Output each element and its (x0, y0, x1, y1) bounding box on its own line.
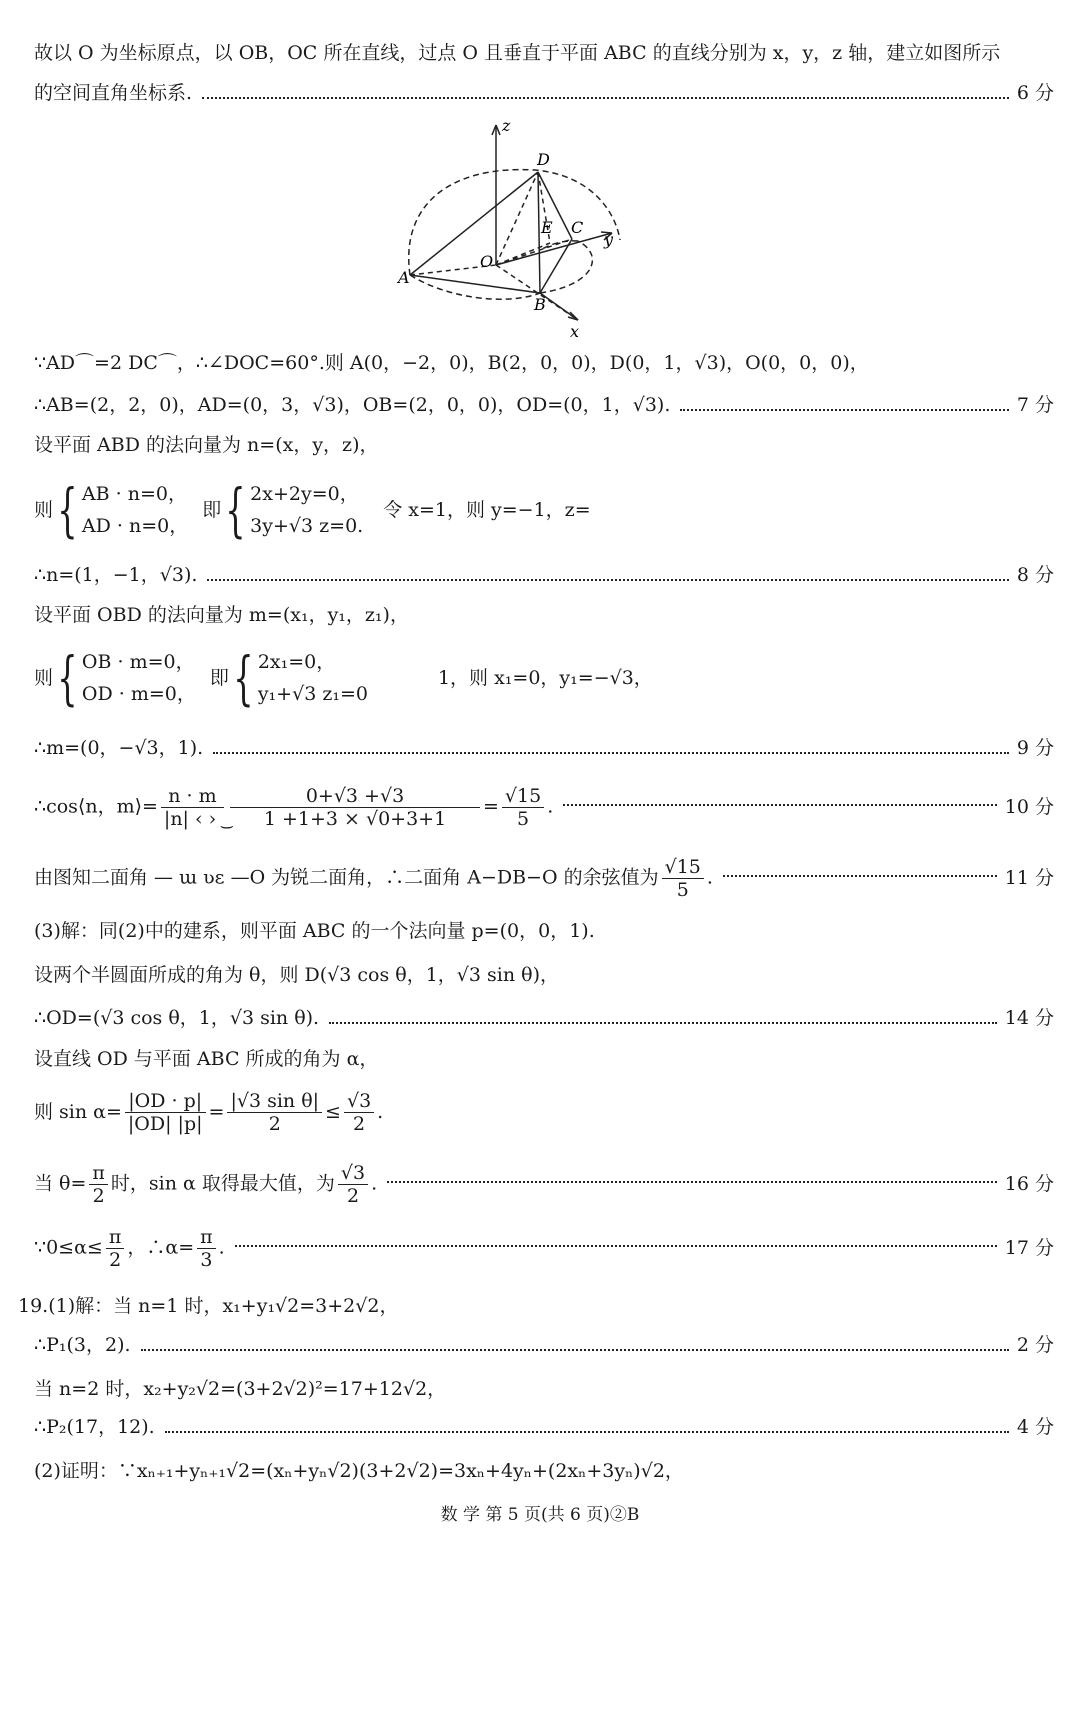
line-coordinate-system: 的空间直角坐标系. 6 分 (34, 82, 1054, 104)
score-11: 11 分 (1004, 867, 1054, 889)
label-a: A (398, 268, 410, 287)
score-10: 10 分 (1004, 796, 1054, 818)
label-d: D (537, 150, 550, 169)
line-od-vector: ∴OD=(√3 cos θ，1，√3 sin θ). 14 分 (34, 1007, 1054, 1029)
label-e: E (541, 218, 553, 237)
label-c: C (571, 218, 584, 237)
score-17: 17 分 (1004, 1237, 1054, 1259)
score-6: 6 分 (1016, 82, 1054, 104)
line-p2: ∴P₂(17，12). 4 分 (34, 1416, 1054, 1438)
page-footer: 数 学 第 5 页(共 6 页)②B (440, 1505, 640, 1525)
line-system-obd: 则 { OB · m=0， OD · m=0， 即 { 2x₁=0， y₁+√3 z₁=0 1，则 x₁=0，y₁=−√3， (34, 644, 653, 712)
line-m-result: ∴m=(0，−√3，1). 9 分 (34, 737, 1054, 759)
line-part3: (3)解：同(2)中的建系，则平面 ABC 的一个法向量 p=(0，0，1). (34, 920, 595, 942)
line-n-result: ∴n=(1，−1，√3). 8 分 (34, 564, 1054, 586)
score-9: 9 分 (1016, 737, 1054, 759)
line-max: 当 θ= $\frac{\pi}{2}$ 时，sin α 取得最大值，为 $\frac{√3}{2}$ . 16 分 (34, 1161, 1054, 1207)
label-x: x (570, 322, 580, 340)
line-p1: ∴P₁(3，2). 2 分 (34, 1334, 1054, 1356)
line-normal-abd: 设平面 ABD 的法向量为 n=(x，y，z)， (34, 434, 379, 456)
line-alpha-result: ∵0≤α≤ $\frac{\pi}{2}$ ，∴α= $\frac{\pi}{3}$ . 17 分 (34, 1225, 1054, 1271)
label-y: y (604, 230, 614, 249)
score-8: 8 分 (1016, 564, 1054, 586)
line-normal-obd: 设平面 OBD 的法向量为 m=(x₁，y₁，z₁)， (34, 604, 409, 626)
line-sin-alpha: 则 sin α= $\frac{|OD \cdot p|}{|OD| |p|}$ = $\frac{\text{|√3 sin θ|}}{2}$ ≤ $\frac{√3}{2}$ . (34, 1089, 384, 1135)
score-14: 14 分 (1004, 1007, 1054, 1029)
geometry-figure (390, 115, 650, 340)
score-16: 16 分 (1004, 1173, 1054, 1195)
line-n2: 当 n=2 时，x₂+y₂√2=(3+2√2)²=17+12√2， (34, 1378, 447, 1400)
line-system-abd: 则 { AB · n=0， AD · n=0， 即 { 2x+2y=0， 3y+√3 z=0. 令 x=1，则 y=−1，z= (34, 476, 591, 544)
line-coordinate-setup: 故以 O 为坐标原点，以 OB，OC 所在直线，过点 O 且垂直于平面 ABC 的直线分别为 x，y，z 轴，建立如图所示 (34, 42, 1001, 64)
line-theta: 设两个半圆面所成的角为 θ，则 D(√3 cos θ，1，√3 sin θ)， (34, 964, 559, 986)
label-o: O (480, 252, 494, 271)
line-proof: (2)证明：∵xₙ₊₁+yₙ₊₁√2=(xₙ+yₙ√2)(3+2√2)=3xₙ+4yₙ+(2xₙ+3yₙ)√2， (34, 1460, 684, 1482)
line-vectors: ∴AB=(2，2，0)，AD=(0，3，√3)，OB=(2，0，0)，OD=(0，1，√3). 7 分 (34, 394, 1054, 416)
line-q19: 19.(1)解：当 n=1 时，x₁+y₁√2=3+2√2， (18, 1295, 399, 1317)
line-alpha: 设直线 OD 与平面 ABC 所成的角为 α， (34, 1048, 379, 1070)
line-arc-relation: ∵AD⌒=2 DC⌒，∴∠DOC=60°.则 A(0，−2，0)，B(2，0，0)，D(0，1，√3)，O(0，0，0)， (34, 352, 869, 374)
score-4: 4 分 (1016, 1416, 1054, 1438)
label-b: B (534, 295, 546, 314)
label-z: z (502, 116, 511, 135)
score-7: 7 分 (1016, 394, 1054, 416)
line-dihedral-cos: 由图知二面角 — ɯ ʋɛ —O 为锐二面角，∴二面角 A−DB−O 的余弦值为 $\frac{√15}{5}$ . 11 分 (34, 855, 1054, 901)
score-2: 2 分 (1016, 1334, 1054, 1356)
line-cosine: ∴cos⟨n，m⟩= $\frac{n \cdot m}{|n| ‹ › ͜}$ $\frac{0+√3 +√3}{1 +1+3 \times √0+3+1}$ = $\frac{√15}{5}$ . 10 分 (34, 784, 1054, 830)
